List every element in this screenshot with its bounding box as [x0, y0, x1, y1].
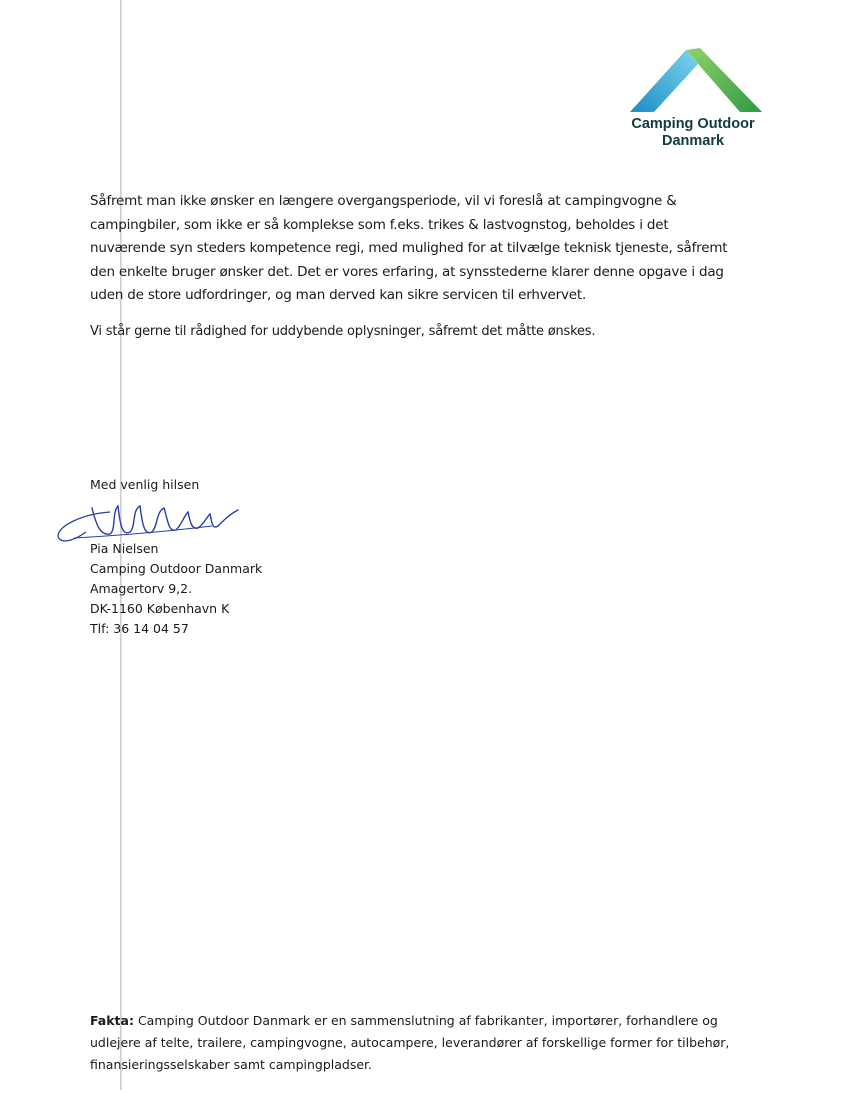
tent-logo-icon	[624, 46, 762, 114]
paragraph-1-line: Såfremt man ikke ønsker en længere overgangsperiode, vil vi foreslå at campingvogne &	[90, 193, 677, 209]
logo-text-line1: Camping Outdoor	[631, 116, 755, 132]
letter-body	[90, 190, 760, 343]
facts-text: Camping Outdoor Danmark er en sammenslutning af fabrikanter, importører, forhandlere og udlejere af telte, trailere, campingvogne, autocampere, leverandører af forskellige former for tilbehør, finansieringsselskaber samt campingpladser.	[90, 1013, 730, 1072]
paragraph-1-line: nuværende syn steders kompetence regi, med mulighed for at tilvælge teknisk tjeneste, såfremt	[90, 240, 728, 256]
paragraph-1-line: campingbiler, som ikke er så komplekse som f.eks. trikes & lastvognstog, beholdes i det	[90, 216, 669, 233]
logo-text-line2: Danmark	[661, 133, 725, 149]
sender-city: DK-1160 København K	[90, 601, 230, 616]
sender-organization: Camping Outdoor Danmark	[90, 561, 263, 576]
facts-footer	[90, 1010, 770, 1076]
sender-block	[90, 539, 262, 639]
paragraph-2: Vi står gerne til rådighed for uddybende oplysninger, såfremt det måtte ønskes.	[90, 323, 596, 339]
paragraph-1-line: den enkelte bruger ønsker det. Det er vores erfaring, at synsstederne klarer denne opgave i dag	[90, 263, 724, 280]
facts-label: Fakta:	[90, 1013, 134, 1028]
paragraph-1-line: uden de store udfordringer, og man derved kan sikre servicen til erhvervet.	[90, 287, 587, 303]
paragraph-1	[90, 190, 760, 308]
sender-name: Pia Nielsen	[90, 541, 159, 556]
sender-address: Amagertorv 9,2.	[90, 581, 193, 596]
closing-salutation: Med venlig hilsen	[90, 477, 200, 492]
logo	[618, 46, 768, 156]
sender-phone: Tlf: 36 14 04 57	[90, 621, 189, 636]
